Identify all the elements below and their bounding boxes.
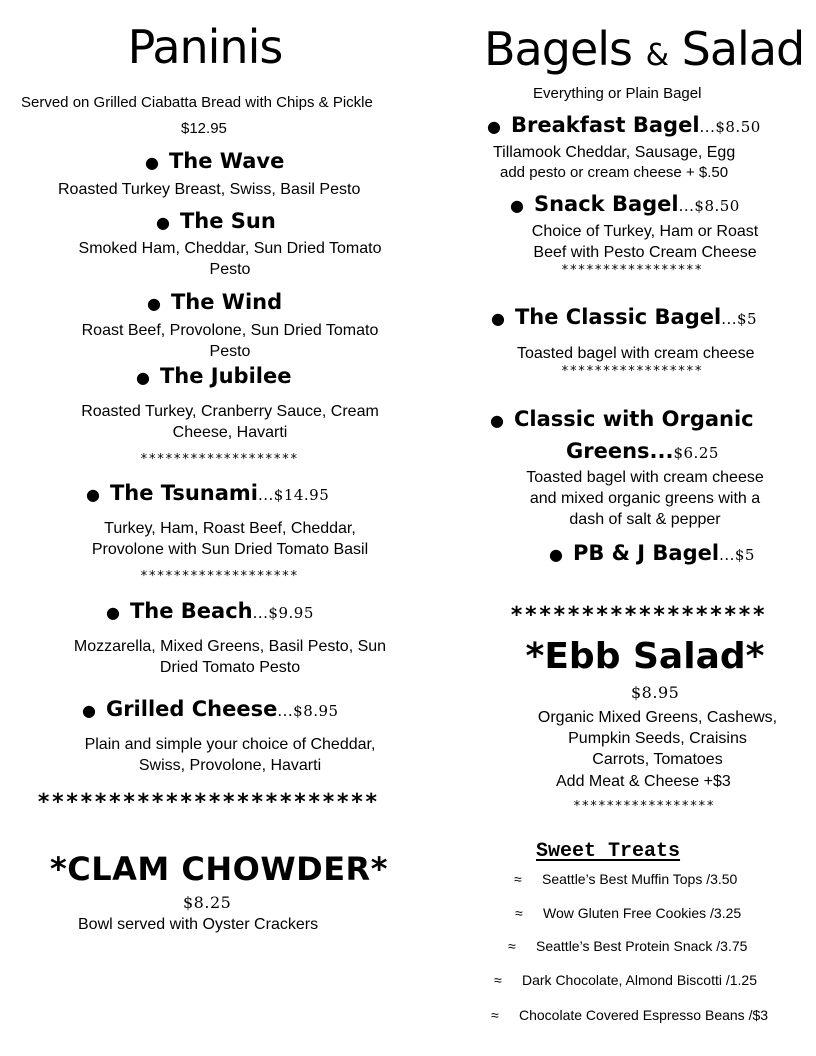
star-divider: ***************** xyxy=(561,263,703,278)
item-name: The Sun xyxy=(179,209,276,233)
item-price: ...$9.95 xyxy=(252,604,314,622)
clam-chowder-price: $8.25 xyxy=(183,893,232,912)
sweet-treats-title: Sweet Treats xyxy=(536,840,681,863)
item-desc: Plain and simple your choice of Cheddar, Swiss, Provolone, Havarti xyxy=(84,736,376,774)
approx-icon: ≈ xyxy=(494,972,502,988)
item-name: Breakfast Bagel xyxy=(510,113,700,137)
treat-item: ≈ Dark Chocolate, Almond Biscotti /1.25 xyxy=(494,972,758,988)
ebb-salad-desc: Organic Mixed Greens, Cashews, Pumpkin Seeds, Craisins Carrots, Tomatoes xyxy=(537,709,778,768)
menu-item-classic-organic-greens-line2 xyxy=(566,439,719,463)
treat-item: ≈ Seattle’s Best Protein Snack /3.75 xyxy=(508,938,748,954)
item-price: ...$14.95 xyxy=(257,486,330,504)
paninis-title: Paninis xyxy=(127,20,283,74)
approx-icon: ≈ xyxy=(491,1007,499,1023)
ebb-salad-title: *Ebb Salad* xyxy=(525,636,765,677)
bullet-icon: ● xyxy=(145,152,159,172)
menu-item-classic-bagel xyxy=(491,305,757,329)
paninis-base-price: $12.95 xyxy=(181,120,227,137)
bullet-icon: ● xyxy=(156,212,170,232)
menu-item-the-beach xyxy=(106,599,314,623)
item-desc: Toasted bagel with cream cheese xyxy=(517,345,755,362)
clam-chowder-title: *CLAM CHOWDER* xyxy=(50,850,388,888)
bullet-icon: ● xyxy=(82,700,96,720)
clam-chowder-desc: Bowl served with Oyster Crackers xyxy=(78,916,319,933)
menu-item-the-jubilee xyxy=(136,364,291,388)
item-name: PB & J Bagel xyxy=(572,541,720,565)
item-price: ...$8.50 xyxy=(678,197,740,215)
menu-item-breakfast-bagel xyxy=(487,113,761,137)
bagels-title: Bagels & Salad xyxy=(484,22,805,76)
menu-item-the-wave xyxy=(145,149,284,173)
ebb-salad-price: $8.95 xyxy=(631,683,680,702)
bullet-icon: ● xyxy=(86,484,100,504)
item-name: The Wave xyxy=(168,149,285,173)
item-desc: Turkey, Ham, Roast Beef, Cheddar, Provolone with Sun Dried Tomato Basil xyxy=(91,520,369,558)
star-divider: ***************** xyxy=(573,799,715,814)
item-name: Classic with Organic xyxy=(513,407,754,431)
item-price: $6.25 xyxy=(673,444,719,462)
menu-item-pbj-bagel xyxy=(549,541,755,565)
treat-item: ≈ Wow Gluten Free Cookies /3.25 xyxy=(515,905,742,921)
item-price: ...$5 xyxy=(721,310,758,328)
paninis-subtitle: Served on Grilled Ciabatta Bread with Chips & Pickle xyxy=(21,94,373,111)
item-desc: Toasted bagel with cream cheese and mixed organic greens with a dash of salt & pepper xyxy=(526,469,764,528)
bullet-icon: ● xyxy=(487,116,501,136)
menu-item-snack-bagel xyxy=(510,192,740,216)
item-desc: Tillamook Cheddar, Sausage, Egg xyxy=(493,144,736,161)
menu-item-classic-organic-greens xyxy=(490,407,754,431)
ebb-salad-addon: Add Meat & Cheese +$3 xyxy=(556,773,731,790)
item-name: Snack Bagel xyxy=(533,192,679,216)
item-name: The Jubilee xyxy=(159,364,292,388)
bullet-icon: ● xyxy=(147,293,161,313)
item-desc: Choice of Turkey, Ham or Roast Beef with Pesto Cream Cheese xyxy=(531,223,759,261)
menu-item-grilled-cheese xyxy=(82,697,339,721)
big-star-divider: ****************** xyxy=(510,603,767,628)
menu-item-the-tsunami xyxy=(86,481,329,505)
approx-icon: ≈ xyxy=(514,871,522,887)
item-name: Greens... xyxy=(566,439,674,463)
bullet-icon: ● xyxy=(491,308,505,328)
bullet-icon: ● xyxy=(106,602,120,622)
item-desc: add pesto or cream cheese + $.50 xyxy=(500,164,729,181)
star-divider: ******************* xyxy=(140,569,299,584)
item-desc: Roasted Turkey, Cranberry Sauce, Cream Cheese, Havarti xyxy=(81,403,379,441)
menu-item-the-wind xyxy=(147,290,282,314)
approx-icon: ≈ xyxy=(508,938,516,954)
bullet-icon: ● xyxy=(136,367,150,387)
big-star-divider: ************************ xyxy=(37,790,379,815)
item-name: The Wind xyxy=(170,290,283,314)
item-desc: Roasted Turkey Breast, Swiss, Basil Pesto xyxy=(58,181,361,198)
item-desc: Mozzarella, Mixed Greens, Basil Pesto, Sun Dried Tomato Pesto xyxy=(73,638,387,676)
bullet-icon: ● xyxy=(510,195,524,215)
item-name: The Beach xyxy=(129,599,253,623)
item-price: ...$5 xyxy=(719,546,755,564)
treat-item: ≈ Seattle’s Best Muffin Tops /3.50 xyxy=(514,871,738,887)
item-name: The Classic Bagel xyxy=(514,305,722,329)
item-price: ...$8.50 xyxy=(699,118,761,136)
item-desc: Roast Beef, Provolone, Sun Dried Tomato Pesto xyxy=(81,322,379,360)
item-name: Grilled Cheese xyxy=(105,697,278,721)
star-divider: ******************* xyxy=(140,452,299,467)
bagels-subtitle: Everything or Plain Bagel xyxy=(533,85,702,102)
item-name: The Tsunami xyxy=(109,481,258,505)
item-price: ...$8.95 xyxy=(277,702,339,720)
item-desc: Smoked Ham, Cheddar, Sun Dried Tomato Pesto xyxy=(78,240,382,278)
star-divider: ***************** xyxy=(561,364,703,379)
approx-icon: ≈ xyxy=(515,905,523,921)
bullet-icon: ● xyxy=(490,410,504,430)
treat-item: ≈ Chocolate Covered Espresso Beans /$3 xyxy=(491,1007,769,1023)
bullet-icon: ● xyxy=(549,544,563,564)
menu-item-the-sun xyxy=(156,209,276,233)
